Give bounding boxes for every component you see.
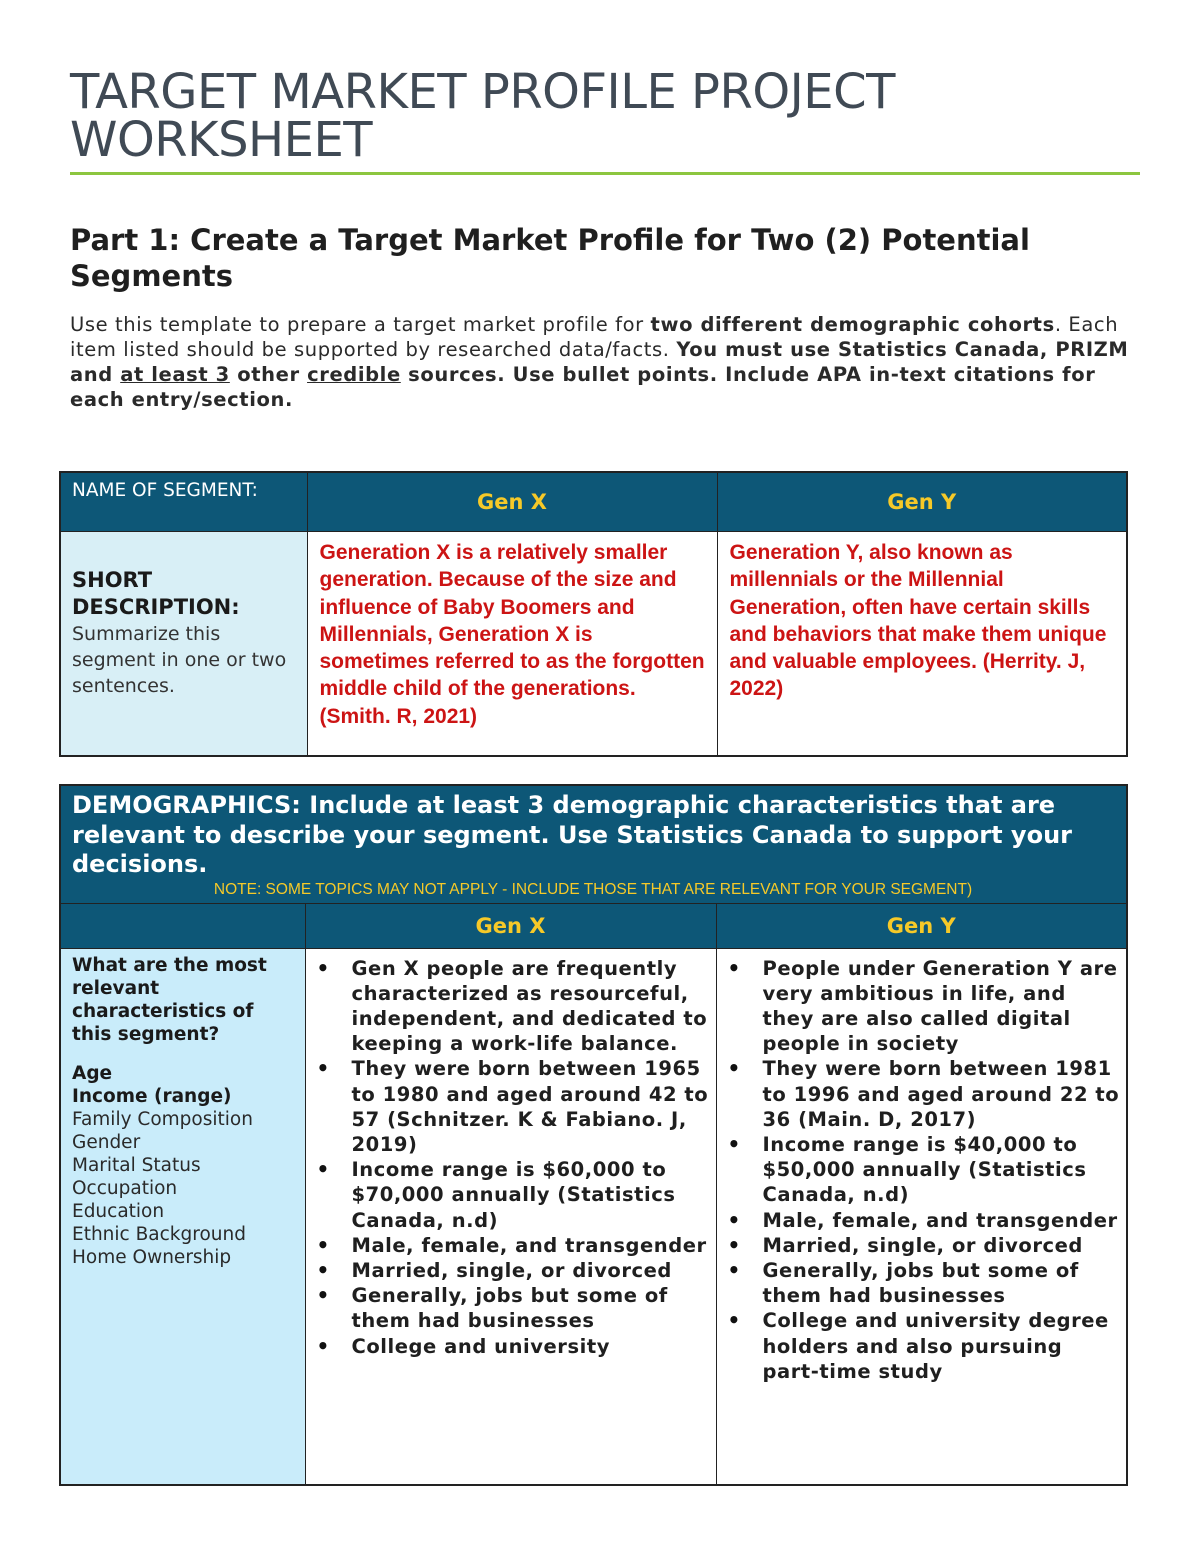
list-item: • Male, female, and transgender (763, 1208, 1121, 1233)
intro-underline-1: at least 3 (120, 363, 230, 386)
list-item: • College and university degree holders and also pursuing part-time study (763, 1308, 1121, 1384)
short-description-label: SHORT DESCRIPTION: (72, 568, 240, 619)
segment-gen-y-header: Gen Y (717, 472, 1127, 532)
topic-occupation: Occupation (72, 1177, 178, 1199)
title-line-2: WORKSHEET (70, 112, 373, 168)
topic-age: Age (72, 1062, 113, 1084)
name-of-segment-label: NAME OF SEGMENT: (60, 472, 307, 532)
gen-x-short-description: Generation X is a relatively smaller generation. Because of the size and influence of Baby Boomers and Millennials, Generation X is sometimes referred to as the forgotten middle child of the generations. (Smith. R, 2021) (307, 532, 717, 756)
intro-bold-3: other (229, 363, 308, 386)
gen-y-short-description: Generation Y, also known as millennials or the Millennial Generation, often have certain skills and behaviors that make them unique and valuable employees. (Herrity. J, 2022) (717, 532, 1127, 756)
list-item: • People under Generation Y are very ambitious in life, and they are also called digital people in society (763, 956, 1121, 1057)
list-item: • Male, female, and transgender (352, 1233, 710, 1258)
list-item: • Married, single, or divorced (763, 1233, 1121, 1258)
list-item: • Generally, jobs but some of them had businesses (352, 1283, 710, 1333)
topic-ethnic-background: Ethnic Background (72, 1223, 246, 1245)
list-item: • Gen X people are frequently characterized as resourceful, independent, and dedicated to keeping a work-life balance. (352, 956, 710, 1057)
title-divider (70, 172, 1140, 175)
segment-table (59, 471, 1128, 757)
intro-bold-2: You must use Statistics Canada, PRIZM and (70, 338, 1129, 386)
demographics-gen-x-header: Gen X (305, 903, 716, 948)
list-item: • College and university (352, 1334, 710, 1359)
list-item: • Income range is $60,000 to $70,000 annually (Statistics Canada, n.d) (352, 1157, 710, 1233)
list-item: • Generally, jobs but some of them had businesses (763, 1258, 1121, 1308)
gen-y-bullet-list (717, 949, 1127, 1384)
demographics-topics-cell (60, 948, 305, 1485)
document-title (70, 64, 1150, 168)
demographics-blank-header (60, 903, 305, 948)
topic-home-ownership: Home Ownership (72, 1246, 232, 1268)
intro-text-1: Use this template to prepare a target market profile for (70, 313, 651, 336)
topic-income: Income (range) (72, 1085, 232, 1107)
list-item: • Married, single, or divorced (352, 1258, 710, 1283)
topic-marital-status: Marital Status (72, 1154, 201, 1176)
gen-x-demographics-cell (305, 948, 716, 1485)
part-1-heading: Part 1: Create a Target Market Profile for Two (2) Potential Segments (70, 223, 1030, 293)
demographics-question: What are the most relevant characteristics of this segment? (72, 954, 267, 1045)
segment-gen-x-header: Gen X (307, 472, 717, 532)
demographics-note: NOTE: SOME TOPICS MAY NOT APPLY - INCLUDE THOSE THAT ARE RELEVANT FOR YOUR SEGMENT) (213, 880, 973, 898)
gen-x-bullet-list (306, 949, 716, 1359)
list-item: • They were born between 1981 to 1996 and aged around 22 to 36 (Main. D, 2017) (763, 1056, 1121, 1132)
demographics-banner (60, 785, 1127, 903)
intro-bold-4: sources. Use bullet points. Include APA in-text citations for each entry/section. (70, 363, 1096, 411)
list-item: • They were born between 1965 to 1980 and aged around 42 to 57 (Schnitzer. K & Fabiano. J, 2019) (352, 1056, 710, 1157)
intro-bold-1: two different demographic cohorts (650, 313, 1055, 336)
demographics-instructions: DEMOGRAPHICS: Include at least 3 demographic characteristics that are relevant to describe your segment. Use Statistics Canada to support your decisions. (72, 791, 1072, 878)
demographics-table (59, 784, 1128, 1486)
demographics-gen-y-header: Gen Y (716, 903, 1127, 948)
topic-family-composition: Family Composition (72, 1108, 253, 1130)
list-item: • Income range is $40,000 to $50,000 annually (Statistics Canada, n.d) (763, 1132, 1121, 1208)
intro-text-2: . Each item listed should be supported by researched data/facts. (70, 313, 1119, 361)
title-line-1: TARGET MARKET PROFILE PROJECT (70, 64, 895, 120)
topic-gender: Gender (72, 1131, 141, 1153)
short-description-hint: Summarize this segment in one or two sentences. (72, 623, 287, 697)
instructions-paragraph (70, 312, 1145, 412)
intro-underline-2: credible (307, 363, 401, 386)
topic-education: Education (72, 1200, 165, 1222)
gen-y-demographics-cell (716, 948, 1127, 1485)
short-description-cell (60, 532, 307, 756)
